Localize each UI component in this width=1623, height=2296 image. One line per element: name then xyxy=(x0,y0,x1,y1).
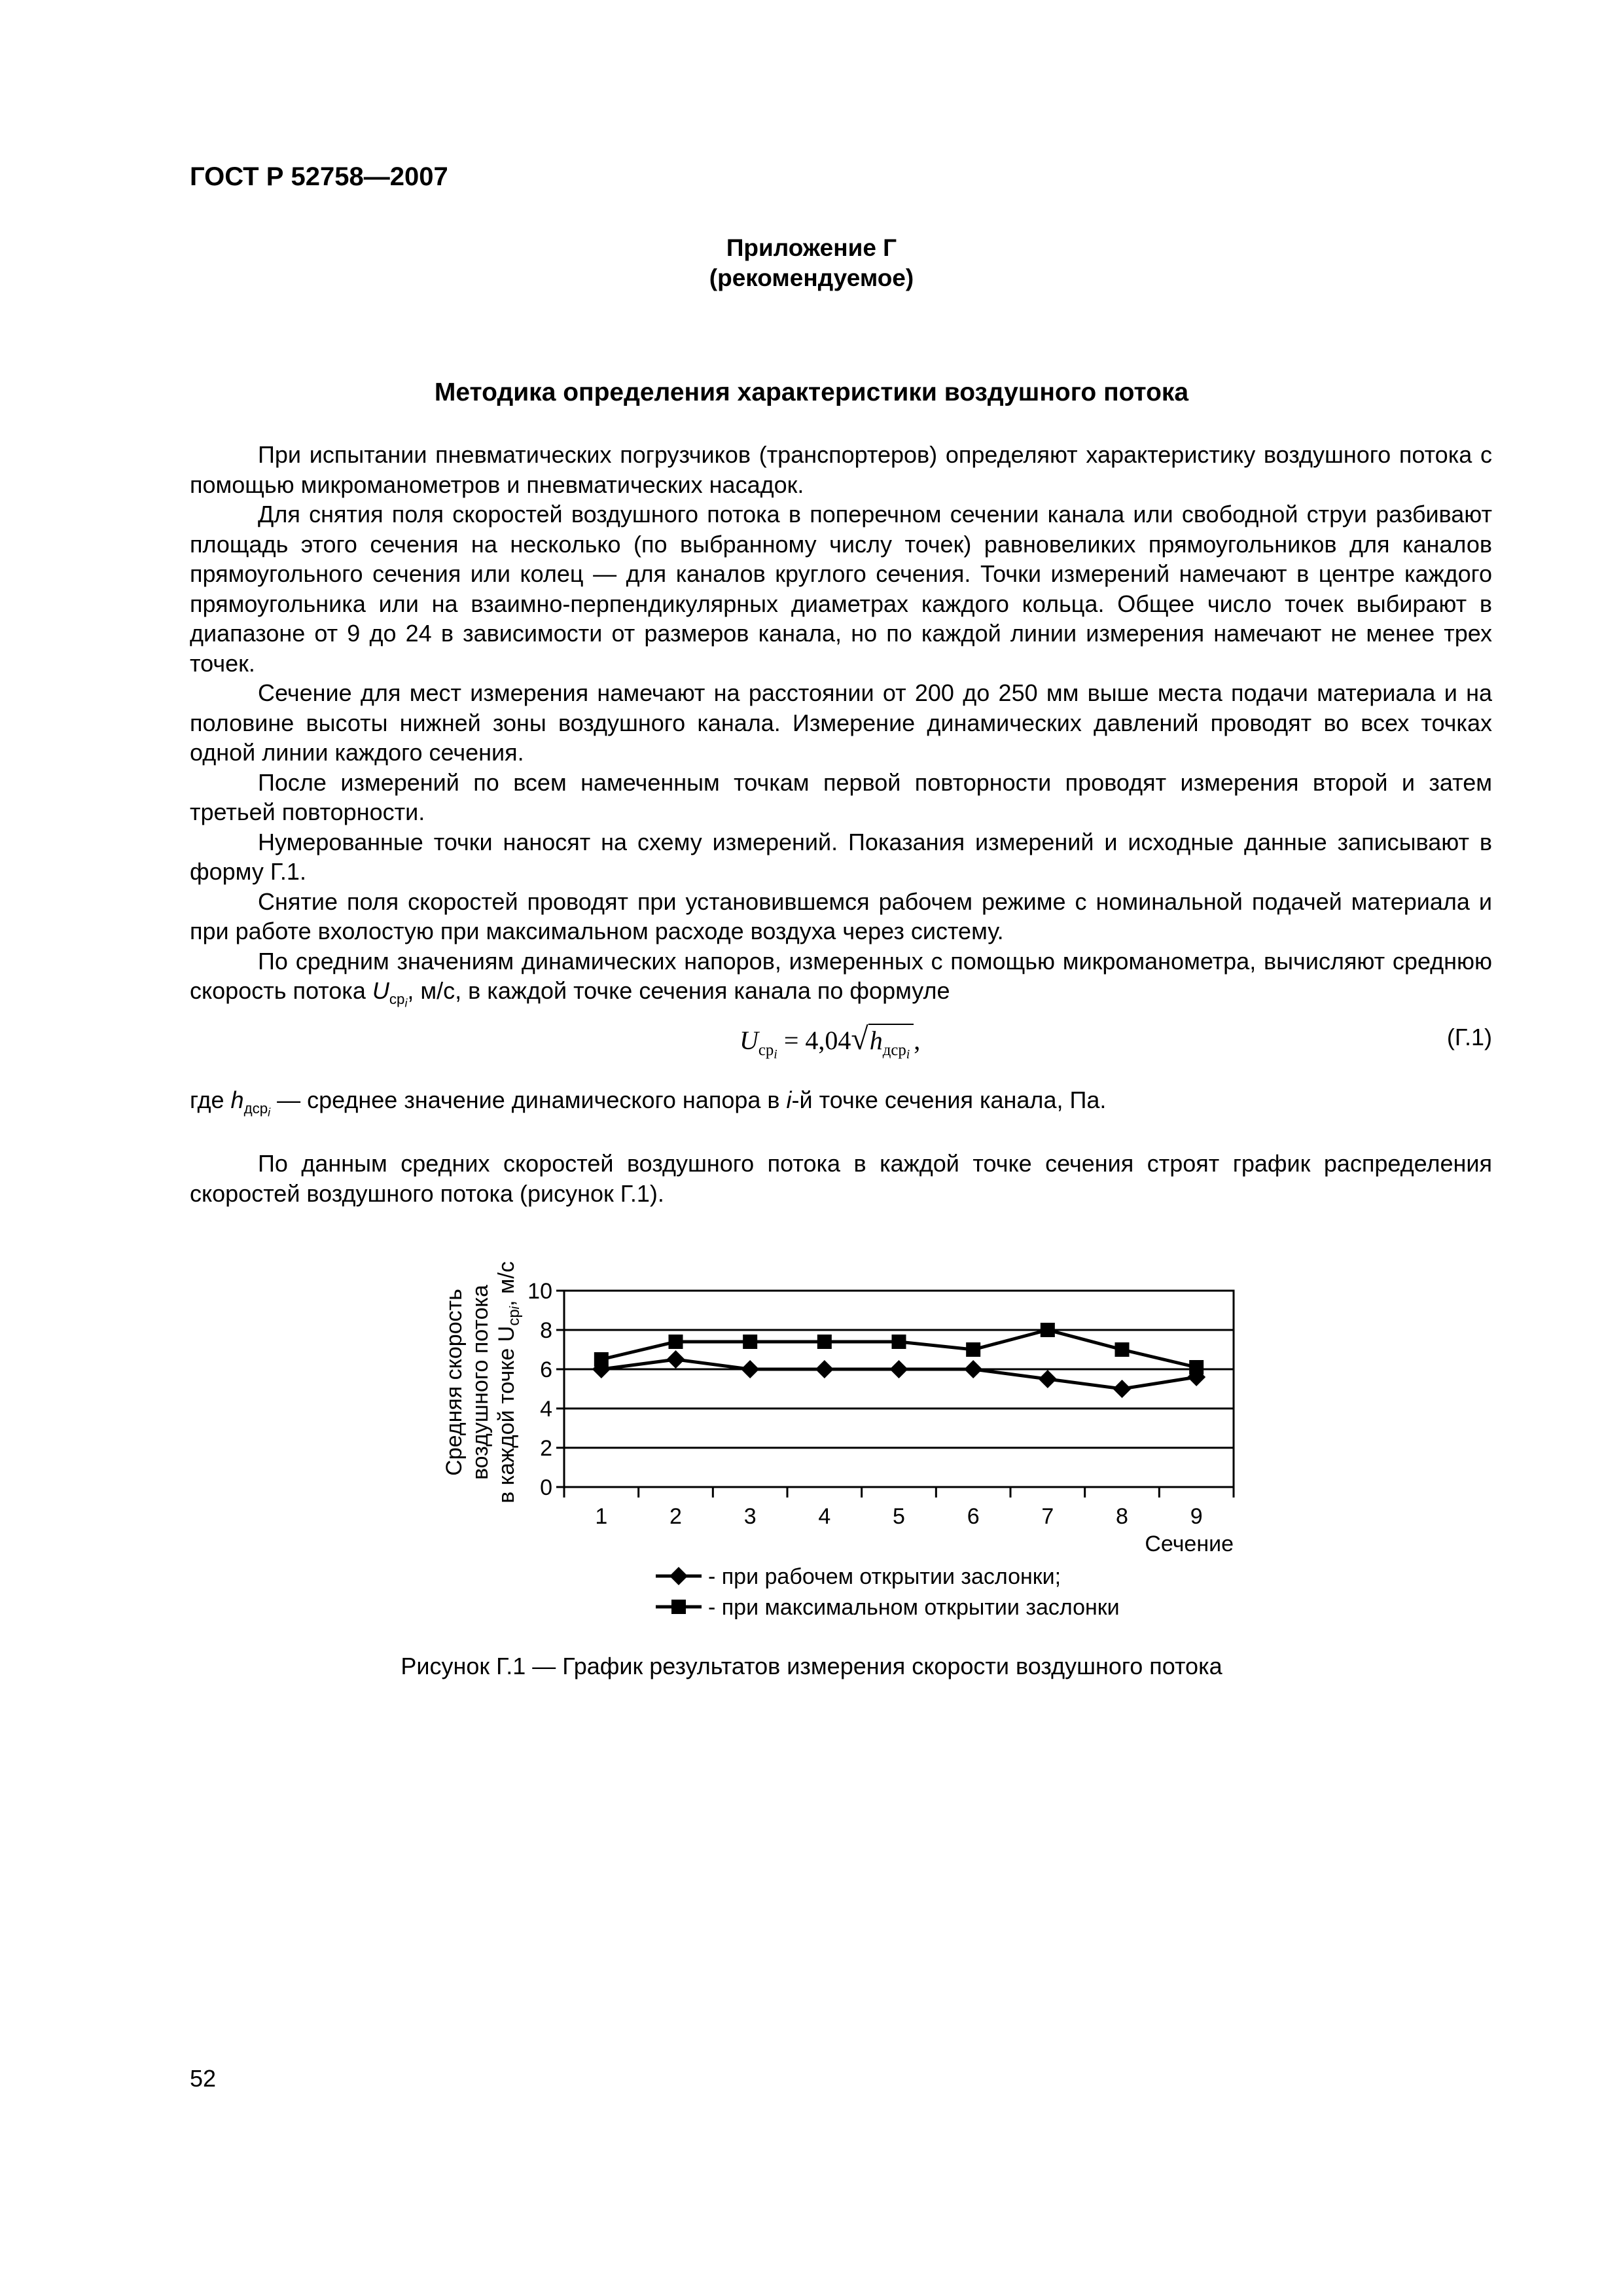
legend-label: - при рабочем открытии заслонки; xyxy=(708,1564,1061,1589)
paragraph-formula-intro xyxy=(190,946,1492,1018)
formula: $U_{срi} = 4,04√h_{дсрi}$ , xyxy=(740,1022,921,1062)
paragraph-1: При испытании пневматических погрузчиков (транспортеров) определяют характеристику воздушного потока с помощью микроманометров и пневматических насадок. xyxy=(190,441,1492,498)
y-tick-label: 0 xyxy=(540,1475,552,1500)
series-2-point xyxy=(743,1335,757,1349)
paragraph-3: Сечение для мест измерения намечают на расстоянии от 200 до 250 мм выше места подачи материала и на половине высоты нижней зоны воздушного канала. Измерение динамических давлений проводят во всех точках одной линии каждого сечения. xyxy=(190,679,1492,766)
series-1-point xyxy=(815,1360,834,1378)
formula-intro-before: По средним значениям динамических напоров, измеренных с помощью микроманометра, вычисляют среднюю скорость потока xyxy=(190,947,1492,1004)
x-axis-label: Сечение xyxy=(1145,1532,1234,1556)
y-tick-label: 8 xyxy=(540,1318,552,1343)
body-text xyxy=(190,440,1492,1018)
y-axis-label-line1: Средняя скорость xyxy=(442,1289,467,1476)
legend-label: - при максимальном открытии заслонки xyxy=(708,1595,1120,1620)
formula-intro-symbol: U xyxy=(372,977,389,1004)
paragraph-6: Снятие поля скоростей проводят при установившемся рабочем режиме с номинальной подачей материала и при работе вхолостую при максимальном расходе воздуха через систему. xyxy=(190,888,1492,944)
legend-marker xyxy=(669,1567,688,1585)
x-tick-label: 4 xyxy=(818,1504,831,1529)
where-explanation: где $h_{дср_i}$ — среднее значение динамического напора в i-й точке сечения канала, Па. xyxy=(190,1086,1107,1119)
series-1-point xyxy=(741,1360,759,1378)
x-tick-label: 3 xyxy=(743,1504,757,1529)
paragraph-5: Нумерованные точки наносят на схему измерений. Показания измерений и исходные данные записывают в форму Г.1. xyxy=(190,828,1492,885)
series-2-point xyxy=(892,1335,906,1349)
x-tick-label: 7 xyxy=(1041,1504,1054,1529)
chart-intro xyxy=(190,1149,1492,1208)
velocity-chart xyxy=(0,1244,1623,1636)
series-2-point xyxy=(1041,1323,1055,1337)
series-2-point xyxy=(1115,1342,1130,1357)
chart-paragraph: По данным средних скоростей воздушного потока в каждой точке сечения строят график распределения скоростей воздушного потока (рисунок Г.1). xyxy=(190,1150,1492,1207)
y-tick-label: 2 xyxy=(540,1436,552,1461)
formula-row xyxy=(190,1021,1492,1060)
figure-caption: Рисунок Г.1 — График результатов измерения скорости воздушного потока xyxy=(401,1653,1222,1679)
series-2-point xyxy=(669,1335,683,1349)
series-1-point xyxy=(1113,1380,1132,1398)
series-1-point xyxy=(890,1360,908,1378)
x-tick-label: 2 xyxy=(669,1504,682,1529)
x-tick-label: 5 xyxy=(893,1504,905,1529)
y-axis-label-line2: воздушного потока xyxy=(468,1284,493,1480)
y-tick-label: 10 xyxy=(527,1279,552,1304)
x-tick-label: 9 xyxy=(1190,1504,1203,1529)
series-2-point xyxy=(1189,1360,1204,1374)
appendix-status: (рекомендуемое) xyxy=(709,264,914,291)
paragraph-2: Для снятия поля скоростей воздушного потока в поперечном сечении канала или свободной струи разбивают площадь этого сечения на несколько (по выбранному числу точек) равновеликих прямоугольников для каналов прямоугольного сечения или колец — для каналов круглого сечения. Точки измерений намечают в центре каждого прямоугольника или на взаимно-перпендикулярных диаметрах каждого кольца. Общее число точек выбирают в диапазоне от 9 до 24 в зависимости от размеров канала, но по каждой линии измерения намечают не менее трех точек. xyxy=(190,501,1492,677)
y-tick-label: 4 xyxy=(540,1397,552,1422)
y-axis-label-line3: в каждой точке $U_{ср}i$, м/с xyxy=(494,1261,523,1503)
series-2-point xyxy=(817,1335,832,1349)
formula-number: (Г.1) xyxy=(1446,1024,1492,1050)
formula-intro-sub: срi xyxy=(389,990,408,1010)
series-2-point xyxy=(966,1342,980,1357)
x-tick-label: 8 xyxy=(1116,1504,1128,1529)
series-1-point xyxy=(667,1350,685,1369)
series-1-point xyxy=(1039,1370,1057,1388)
series-1-point xyxy=(964,1360,982,1378)
page-number: 52 xyxy=(190,2065,217,2092)
x-tick-label: 1 xyxy=(595,1504,608,1529)
document-header: ГОСТ Р 52758—2007 xyxy=(190,162,448,191)
legend-marker xyxy=(671,1600,686,1614)
series-2-point xyxy=(594,1352,609,1367)
plot-frame xyxy=(564,1291,1234,1487)
y-tick-label: 6 xyxy=(540,1357,552,1382)
paragraph-4: После измерений по всем намеченным точкам первой повторности проводят измерения второй и затем третьей повторности. xyxy=(190,768,1492,825)
x-tick-label: 6 xyxy=(967,1504,980,1529)
appendix-title: Приложение Г xyxy=(726,234,897,261)
formula-intro-after: , м/с, в каждой точке сечения канала по формуле xyxy=(407,977,950,1004)
section-title: Методика определения характеристики воздушного потока xyxy=(434,378,1189,406)
